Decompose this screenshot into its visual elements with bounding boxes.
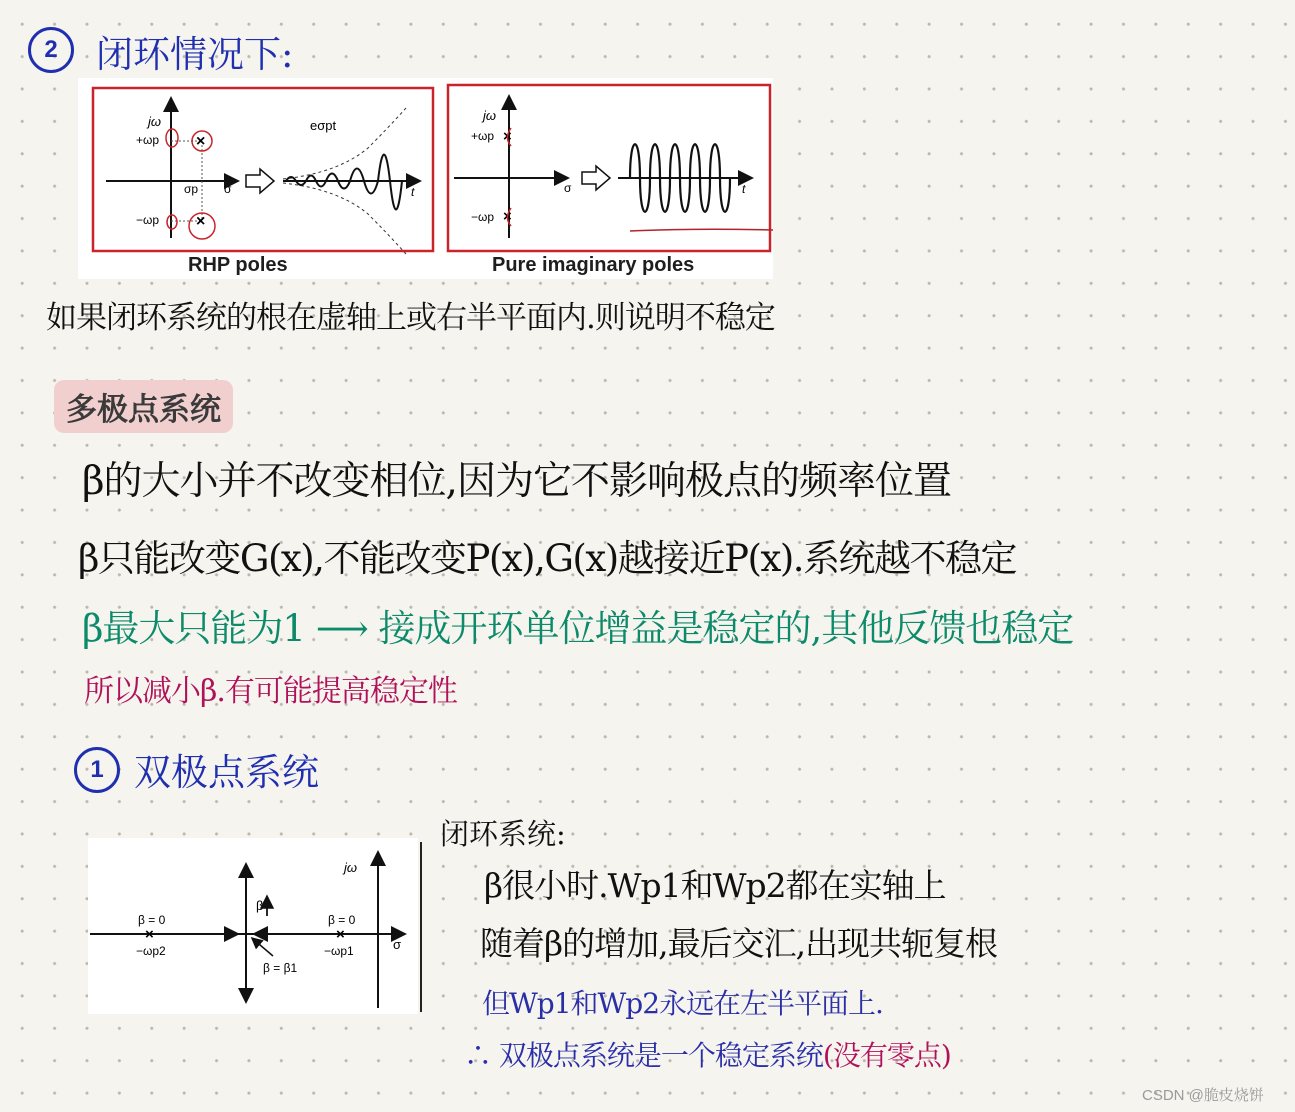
closed-note-4 — [464, 1034, 951, 1074]
pole-response-diagram — [78, 78, 773, 279]
pure-pos-wp-label: +ωp — [471, 129, 495, 143]
wp2-label: −ωp2 — [136, 944, 166, 958]
root-locus-diagram — [88, 838, 418, 1014]
pole-marker: × — [196, 133, 206, 150]
rhp-jw-label: jω — [148, 114, 162, 129]
pure-neg-wp-label: −ωp — [471, 210, 495, 224]
closed-note-3: 但Wp1和Wp2永远在左半平面上. — [482, 987, 883, 1020]
transform-arrow — [582, 166, 610, 190]
beta-label: β — [256, 898, 264, 913]
pole-marker: × — [196, 213, 206, 230]
divider — [420, 842, 422, 1012]
pure-panel-border — [448, 85, 770, 251]
section-number-badge — [74, 747, 120, 793]
pure-caption: Pure imaginary poles — [492, 254, 695, 276]
beta1-pointer — [253, 939, 273, 956]
wp1-label: −ωp1 — [324, 944, 354, 958]
jw-label: jω — [344, 860, 358, 875]
pole-response-figure — [78, 78, 773, 279]
pure-t-label: t — [742, 182, 746, 196]
root-locus-figure — [88, 838, 418, 1014]
instability-note: 如果闭环系统的根在虚轴上或右半平面内.则说明不稳定 — [46, 300, 775, 336]
pure-sigma-label: σ — [564, 181, 572, 195]
beta-phase-line: β的大小并不改变相位,因为它不影响极点的频率位置 — [82, 459, 951, 504]
two-pole-title: 双极点系统 — [134, 751, 319, 794]
envelope-lower — [283, 183, 406, 254]
annotation-underline — [630, 229, 773, 231]
section-number: 2 — [44, 36, 58, 63]
multi-pole-heading: 多极点系统 — [54, 380, 233, 433]
section-title: 闭环情况下: — [96, 33, 294, 76]
beta1-label: β = β1 — [263, 961, 298, 975]
rhp-caption: RHP poles — [188, 254, 288, 276]
rhp-pos-wp-label: +ωp — [136, 133, 160, 147]
rhp-neg-wp-label: −ωp — [136, 213, 160, 227]
pole-marker: × — [503, 208, 512, 225]
beta0-left-label: β = 0 — [138, 913, 166, 927]
beta-max-line: β最大只能为1 ⟶ 接成开环单位增益是稳定的,其他反馈也稳定 — [82, 607, 1074, 650]
stable-system-conclusion: ∴ 双极点系统是一个稳定系统 — [464, 1039, 823, 1072]
section-number-badge — [28, 27, 74, 73]
transform-arrow — [246, 169, 274, 193]
sigma-label: σ — [393, 937, 402, 952]
pure-jw-label: jω — [483, 108, 497, 123]
reduce-beta-line: 所以减小β.有可能提高稳定性 — [84, 674, 457, 709]
pole-p2-marker: × — [145, 926, 154, 943]
section-number: 1 — [90, 756, 104, 783]
exp-envelope-label: eσpt — [310, 118, 337, 133]
beta-gain-line: β只能改变G(x),不能改变P(x),G(x)越接近P(x).系统越不稳定 — [78, 537, 1017, 580]
closed-note-2: 随着β的增加,最后交汇,出现共轭复根 — [480, 924, 998, 963]
rhp-t-label: t — [411, 185, 415, 199]
watermark: CSDN @脆皮烧饼 — [1142, 1087, 1264, 1104]
closed-loop-title: 闭环系统: — [440, 817, 566, 851]
no-zero-note: (没有零点) — [822, 1039, 951, 1072]
closed-note-1: β很小时.Wp1和Wp2都在实轴上 — [484, 866, 946, 905]
beta0-right-label: β = 0 — [328, 913, 356, 927]
rhp-sigma-p-label: σp — [184, 182, 199, 196]
pole-marker: × — [503, 128, 512, 145]
pole-p1-marker: × — [336, 926, 345, 943]
rhp-sigma-label: σ — [224, 182, 232, 196]
